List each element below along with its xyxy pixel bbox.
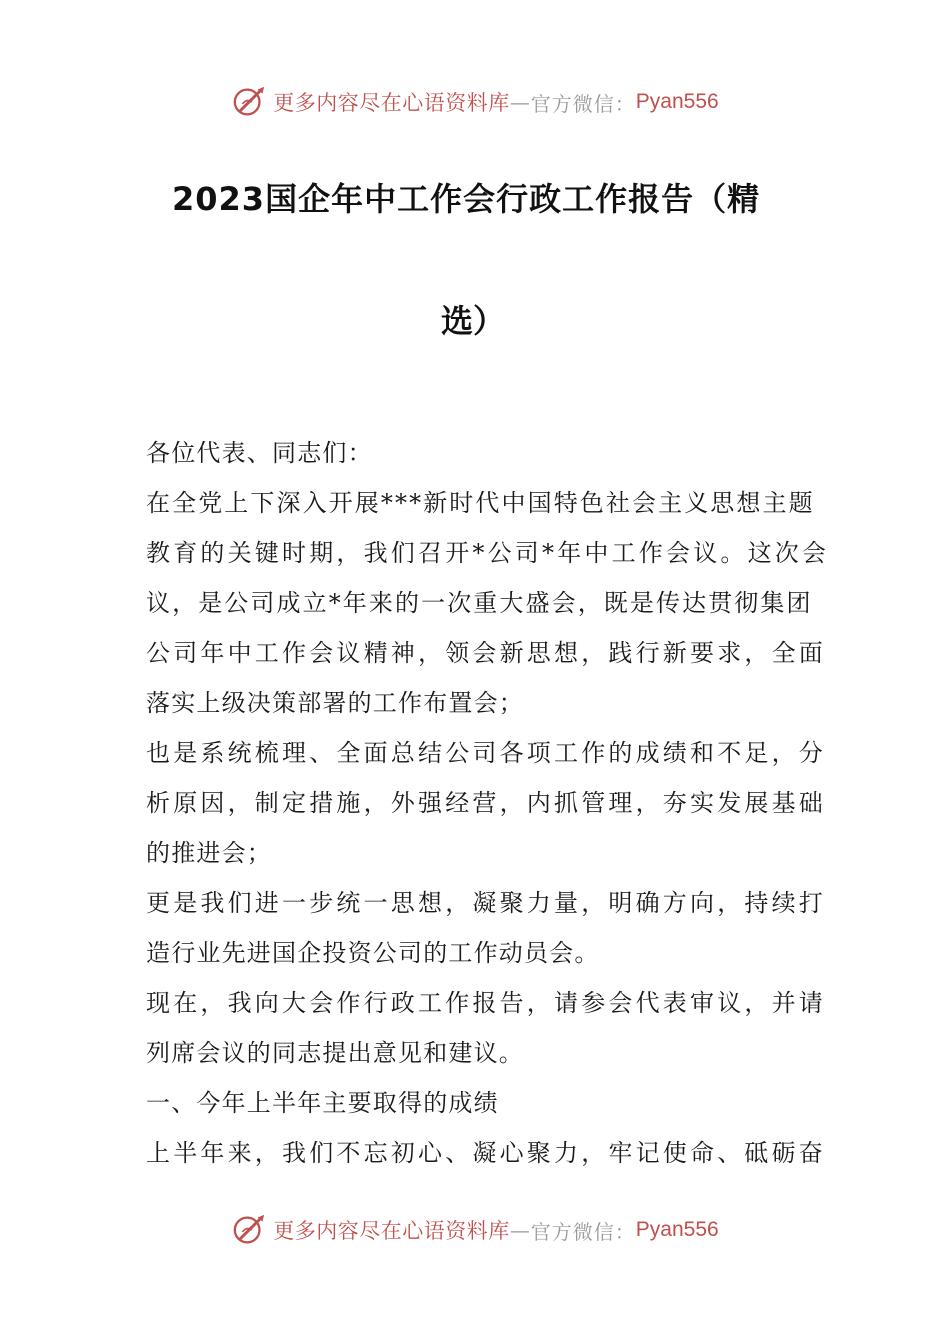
pen-logo-icon [231, 1211, 269, 1249]
body-text-line: 教育的关键时期，我们召开*公司*年中工作会议。这次会 [146, 539, 830, 567]
body-text-line: 的推进会； [146, 839, 272, 867]
watermark-banner-top [0, 80, 950, 124]
body-text-line: 议，是公司成立*年来的一次重大盛会，既是传达贯彻集团 [146, 589, 813, 617]
watermark-id: Pyan556 [635, 1218, 719, 1241]
watermark-sub-text: 官方微信： [530, 91, 636, 116]
body-text-line: 一、今年上半年主要取得的成绩 [146, 1089, 499, 1117]
body-text-line: 公司年中工作会议精神，领会新思想，践行新要求，全面 [146, 639, 826, 667]
document-title-line-2: 选） [441, 302, 506, 340]
body-text-line: 造行业先进国企投资公司的工作动员会。 [146, 939, 600, 967]
watermark-dash: — [509, 90, 531, 114]
watermark-main-text: 更多内容尽在心语资料库 [273, 1219, 510, 1243]
pen-logo-icon [231, 83, 269, 121]
body-text-line: 析原因，制定措施，外强经营，内抓管理，夯实发展基础 [146, 789, 826, 817]
watermark-sub-text: 官方微信： [530, 1219, 636, 1244]
document-body [146, 428, 830, 1178]
watermark-main-text: 更多内容尽在心语资料库 [273, 91, 510, 115]
body-text-line: 也是系统梳理、全面总结公司各项工作的成绩和不足，分 [146, 739, 826, 767]
body-text-line: 各位代表、同志们： [146, 439, 373, 467]
body-text-line: 落实上级决策部署的工作布置会； [146, 689, 524, 717]
watermark-dash: — [509, 1218, 531, 1242]
body-text-line: 更是我们进一步统一思想，凝聚力量，明确方向，持续打 [146, 889, 826, 917]
document-title-line-1: 2023国企年中工作会行政工作报告（精 [172, 180, 761, 218]
body-text-line: 在全党上下深入开展***新时代中国特色社会主义思想主题 [146, 489, 815, 517]
watermark-banner-bottom [0, 1208, 950, 1252]
body-text-line: 上半年来，我们不忘初心、凝心聚力，牢记使命、砥砺奋 [146, 1139, 826, 1167]
body-text-line: 列席会议的同志提出意见和建议。 [146, 1039, 524, 1067]
watermark-id: Pyan556 [635, 90, 719, 113]
body-text-line: 现在，我向大会作行政工作报告，请参会代表审议，并请 [146, 989, 826, 1017]
